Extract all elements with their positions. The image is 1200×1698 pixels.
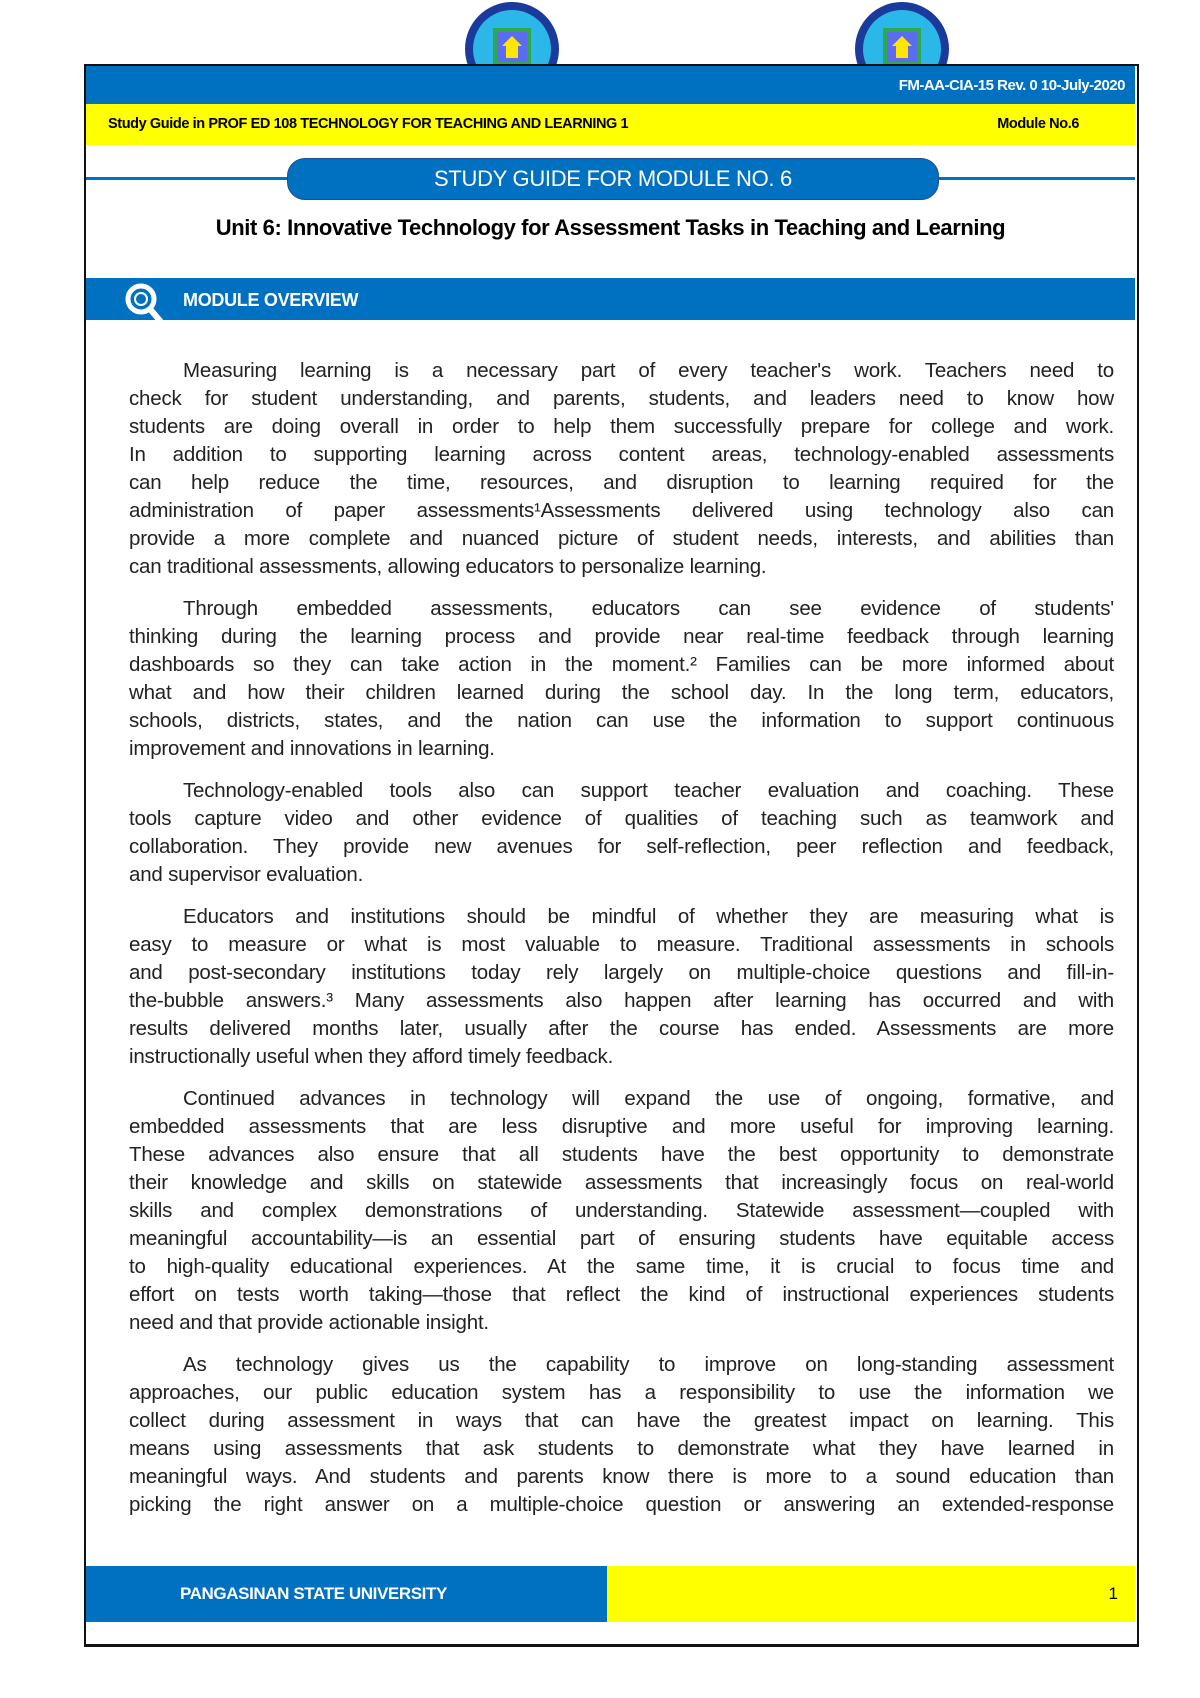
text-line: schools, districts, states, and the nation can use the information to support continuous bbox=[129, 709, 1114, 732]
text-line: and supervisor evaluation. bbox=[129, 863, 364, 886]
text-line: the-bubble answers.³ Many assessments also happen after learning has occurred and with bbox=[129, 989, 1114, 1012]
text-line: results delivered months later, usually after the course has ended. Assessments are more bbox=[129, 1017, 1114, 1040]
overview-body bbox=[129, 357, 1114, 1533]
text-line: students are doing overall in order to help them successfully prepare for college and work. bbox=[129, 415, 1114, 438]
text-line: In addition to supporting learning across content areas, technology-enabled assessments bbox=[129, 443, 1114, 466]
paragraph bbox=[129, 1085, 1114, 1337]
text-line: As technology gives us the capability to improve on long-standing assessment bbox=[183, 1353, 1114, 1376]
text-line: Measuring learning is a necessary part of every teacher's work. Teachers need to bbox=[183, 359, 1114, 382]
text-line: need and that provide actionable insight. bbox=[129, 1311, 489, 1334]
text-line: Through embedded assessments, educators can see evidence of students' bbox=[183, 597, 1114, 620]
paragraph bbox=[129, 777, 1114, 889]
footer-right bbox=[607, 1566, 1135, 1622]
text-line: what and how their children learned during the school day. In the long term, educators, bbox=[129, 681, 1114, 704]
course-label: Study Guide in PROF ED 108 TECHNOLOGY FOR TEACHING AND LEARNING 1 bbox=[108, 116, 629, 132]
text-line: effort on tests worth taking—those that reflect the kind of instructional experiences students bbox=[129, 1283, 1114, 1306]
text-line: meaningful ways. And students and parents know there is more to a sound education than bbox=[129, 1465, 1114, 1488]
paragraph bbox=[129, 357, 1114, 581]
header-bar bbox=[86, 66, 1135, 104]
text-line: These advances also ensure that all students have the best opportunity to demonstrate bbox=[129, 1143, 1114, 1166]
text-line: thinking during the learning process and provide near real-time feedback through learning bbox=[129, 625, 1114, 648]
paragraph bbox=[129, 903, 1114, 1071]
module-number: Module No.6 bbox=[997, 116, 1079, 132]
paragraph bbox=[129, 1351, 1114, 1519]
text-line: easy to measure or what is most valuable to measure. Traditional assessments in schools bbox=[129, 933, 1114, 956]
form-code: FM-AA-CIA-15 Rev. 0 10-July-2020 bbox=[898, 77, 1125, 94]
text-line: and post-secondary institutions today rely largely on multiple-choice questions and fill-in- bbox=[129, 961, 1114, 984]
text-line: tools capture video and other evidence of qualities of teaching such as teamwork and bbox=[129, 807, 1114, 830]
university-name: PANGASINAN STATE UNIVERSITY bbox=[180, 1584, 447, 1603]
text-line: picking the right answer on a multiple-choice question or answering an extended-response bbox=[129, 1493, 1114, 1516]
page-title: STUDY GUIDE FOR MODULE NO. 6 bbox=[287, 158, 939, 200]
paragraph bbox=[129, 595, 1114, 763]
text-line: can help reduce the time, resources, and disruption to learning required for the bbox=[129, 471, 1114, 494]
text-line: means using assessments that ask students to demonstrate what they have learned in bbox=[129, 1437, 1114, 1460]
text-line: Educators and institutions should be mindful of whether they are measuring what is bbox=[183, 905, 1114, 928]
section-header bbox=[86, 278, 1135, 320]
magnifier-icon bbox=[123, 282, 169, 329]
text-line: Technology-enabled tools also can support teacher evaluation and coaching. These bbox=[183, 779, 1114, 802]
text-line: to high-quality educational experiences. At the same time, it is crucial to focus time and bbox=[129, 1255, 1114, 1278]
text-line: collaboration. They provide new avenues for self-reflection, peer reflection and feedback, bbox=[129, 835, 1114, 858]
unit-title: Unit 6: Innovative Technology for Assessment Tasks in Teaching and Learning bbox=[215, 215, 1006, 240]
text-line: can traditional assessments, allowing educators to personalize learning. bbox=[129, 555, 767, 578]
university-seal-logo-right bbox=[853, 0, 951, 66]
course-bar bbox=[86, 104, 1135, 145]
text-line: Continued advances in technology will expand the use of ongoing, formative, and bbox=[183, 1087, 1114, 1110]
text-line: approaches, our public education system has a responsibility to use the information we bbox=[129, 1381, 1114, 1404]
university-seal-logo-left bbox=[463, 0, 561, 66]
text-line: meaningful accountability—is an essential part of ensuring students have equitable access bbox=[129, 1227, 1114, 1250]
text-line: embedded assessments that are less disruptive and more useful for improving learning. bbox=[129, 1115, 1114, 1138]
text-line: provide a more complete and nuanced picture of student needs, interests, and abilities than bbox=[129, 527, 1114, 550]
text-line: administration of paper assessments¹Assessments delivered using technology also can bbox=[129, 499, 1114, 522]
page-number: 1 bbox=[1108, 1584, 1118, 1603]
text-line: collect during assessment in ways that can have the greatest impact on learning. This bbox=[129, 1409, 1114, 1432]
text-line: skills and complex demonstrations of understanding. Statewide assessment—coupled with bbox=[129, 1199, 1114, 1222]
text-line: instructionally useful when they afford timely feedback. bbox=[129, 1045, 614, 1068]
text-line: their knowledge and skills on statewide assessments that increasingly focus on real-world bbox=[129, 1171, 1114, 1194]
text-line: dashboards so they can take action in the moment.² Families can be more informed about bbox=[129, 653, 1114, 676]
section-title: MODULE OVERVIEW bbox=[183, 290, 359, 310]
footer-left bbox=[86, 1566, 607, 1622]
text-line: improvement and innovations in learning. bbox=[129, 737, 495, 760]
text-line: check for student understanding, and parents, students, and leaders need to know how bbox=[129, 387, 1114, 410]
